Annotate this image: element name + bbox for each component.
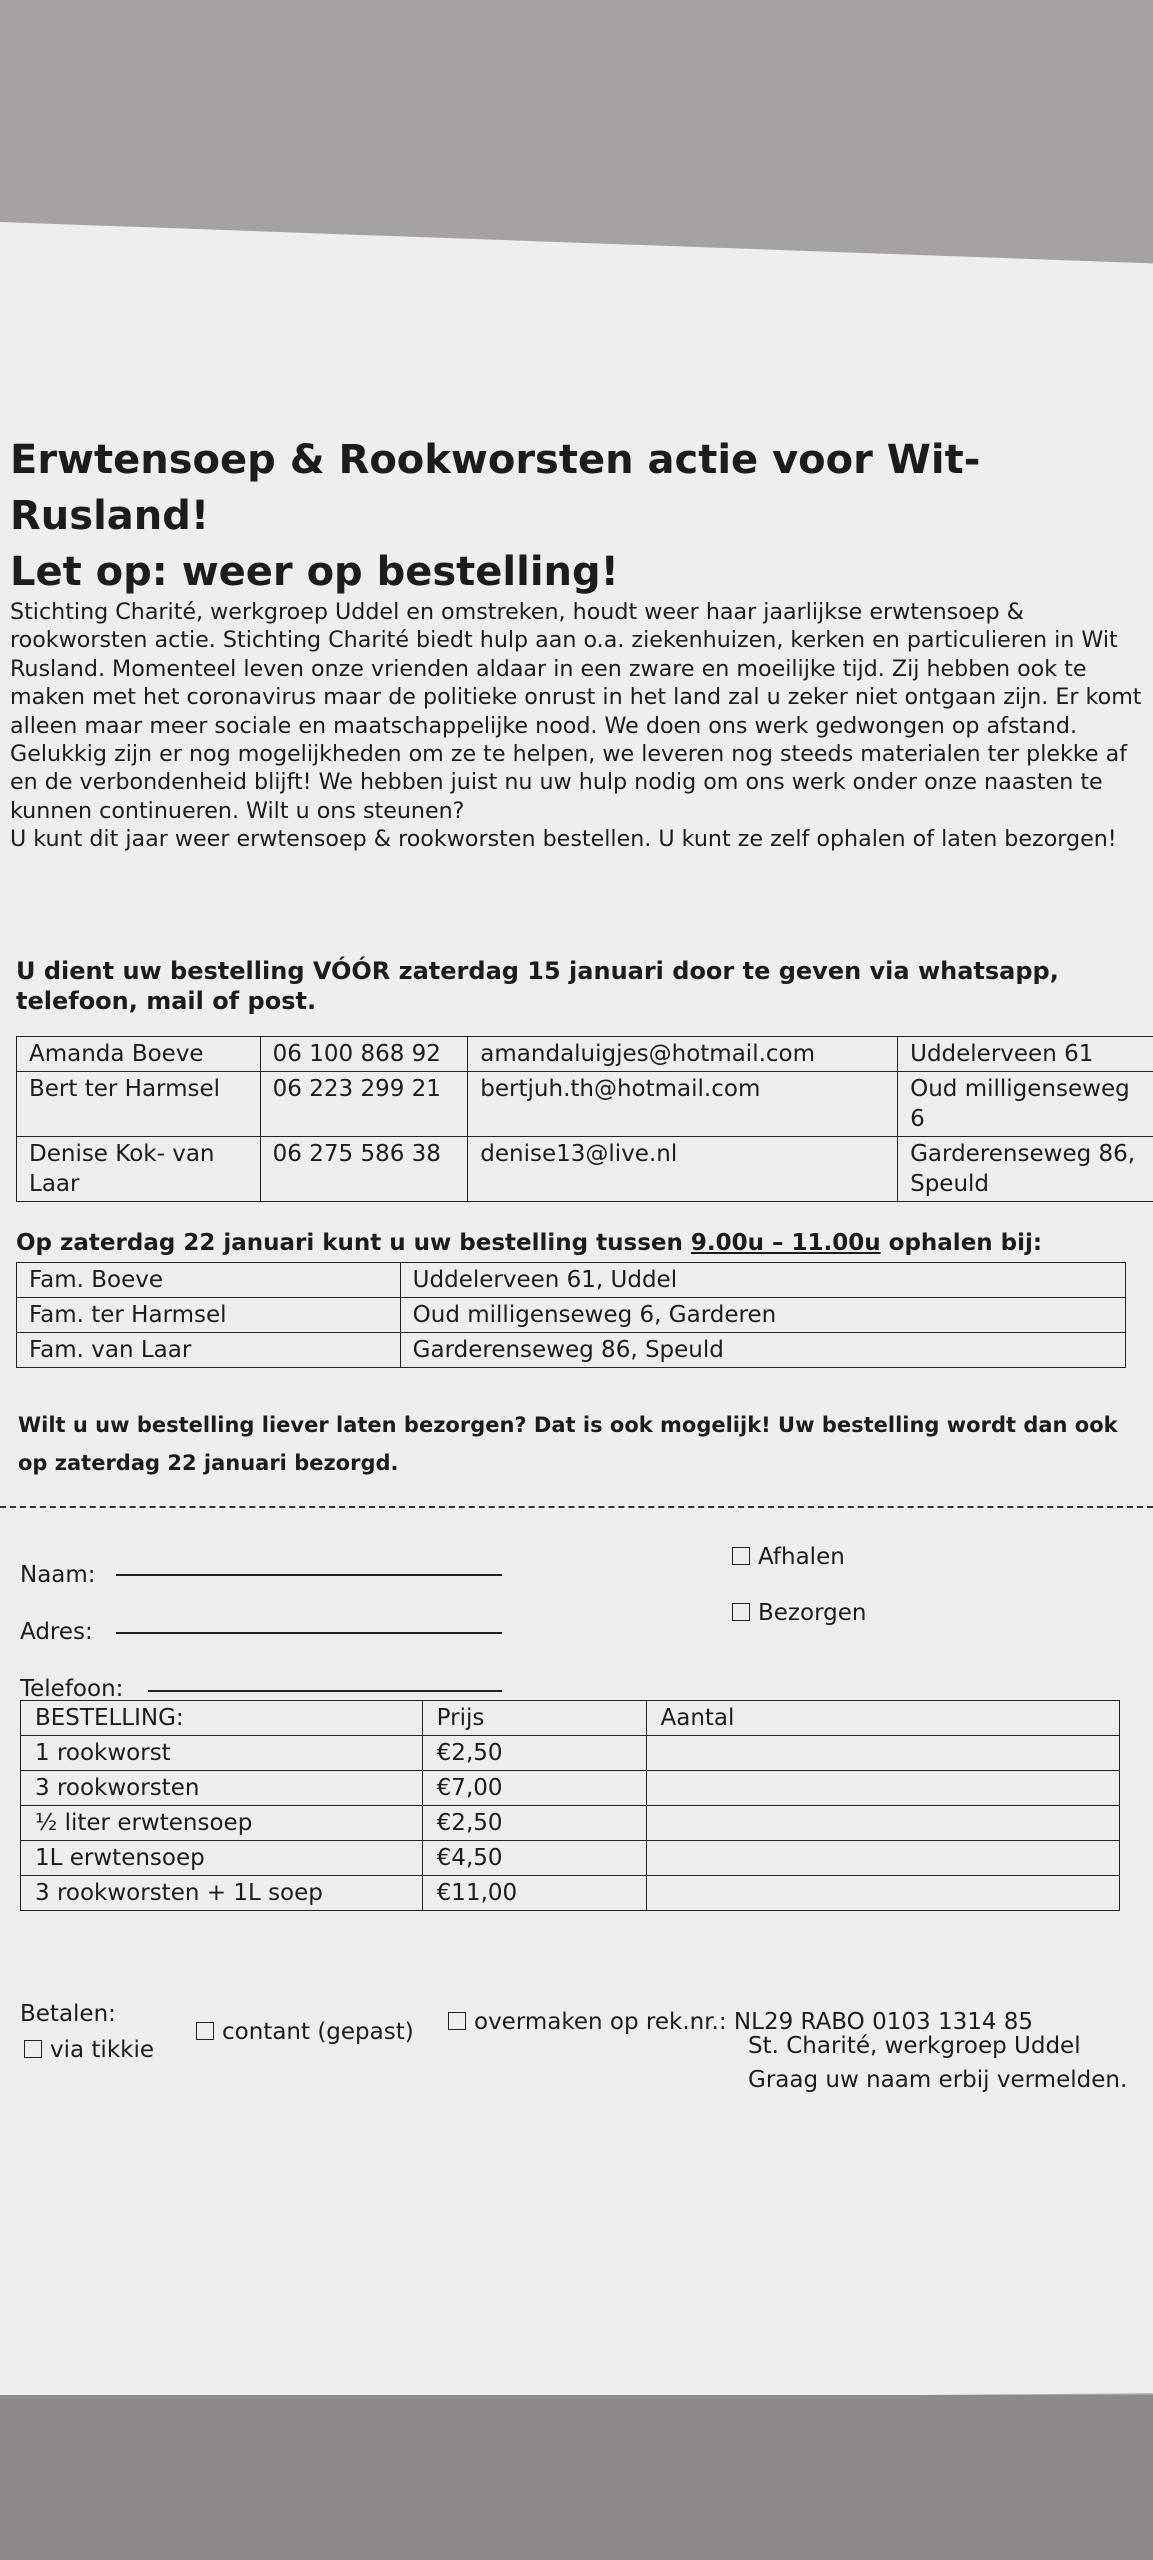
delivery-checkbox[interactable] [732,1603,750,1621]
table-row [21,1876,1120,1911]
address-field[interactable] [116,1632,502,1634]
order-header-amount: Aantal [646,1701,1120,1736]
table-row [21,1841,1120,1876]
intro-text: Stichting Charité, werkgroep Uddel en omstreken, houdt weer haar jaarlijkse erwtensoep & rookworsten actie. Stichting Charité biedt hulp aan o.a. ziekenhuizen, kerken en particulieren in Wit Rusland. Momenteel leven onze vrienden aldaar in een zware en moeilijke tijd. Zij hebben ook te maken met het coronavirus maar de politieke onrust in het land zal u zeker niet ontgaan zijn. Er komt alleen maar meer sociale en maatschappelijke nood. We doen ons werk gedwongen op afstand. Gelukkig zijn er nog mogelijkheden om ze te helpen, we leveren nog steeds materialen ter plekke af en de verbondenheid blijft! We hebben juist nu uw hulp nodig om ons werk onder onze naasten te kunnen continueren. Wilt u ons steunen? U kunt dit jaar weer erwtensoep & rookworsten bestellen. U kunt ze zelf ophalen of laten bezorgen! [10,599,1142,853]
contact-address: Uddelerveen 61 [898,1037,1153,1072]
payment-option-tikkie[interactable]: via tikkie [24,2034,154,2066]
pickup-family: Fam. ter Harmsel [17,1298,401,1333]
contact-address: Garderenseweg 86, Speuld [898,1137,1153,1202]
order-price: €2,50 [422,1806,646,1841]
contact-email: denise13@live.nl [468,1137,898,1202]
account-name: St. Charité, werkgroep Uddel [748,2033,1081,2059]
table-row [17,1263,1126,1298]
order-table [20,1700,1120,1911]
pickup-option[interactable]: Afhalen [732,1542,845,1572]
name-field[interactable] [116,1574,502,1576]
pickup-family: Fam. van Laar [17,1333,401,1368]
table-row [17,1137,1153,1202]
order-amount-cell[interactable] [646,1876,1120,1911]
name-label: Naam: [20,1562,96,1588]
order-amount-cell[interactable] [646,1736,1120,1771]
order-amount-cell[interactable] [646,1806,1120,1841]
contact-address: Oud milligenseweg 6 [898,1072,1153,1137]
table-row [21,1771,1120,1806]
order-price: €11,00 [422,1876,646,1911]
contact-email: amandaluigjes@hotmail.com [468,1037,898,1072]
pickup-family: Fam. Boeve [17,1263,401,1298]
payment-option-cash[interactable]: contant (gepast) [196,2016,414,2048]
order-header-price: Prijs [422,1701,646,1736]
tikkie-checkbox[interactable] [24,2040,42,2058]
delivery-option[interactable]: Bezorgen [732,1598,866,1628]
phone-field[interactable] [148,1690,502,1692]
pickup-address: Oud milligenseweg 6, Garderen [400,1298,1125,1333]
table-surface [0,2395,1153,2560]
contact-phone: 06 100 868 92 [260,1037,468,1072]
transfer-checkbox[interactable] [448,2012,466,2030]
table-row [17,1333,1126,1368]
pickup-heading: Op zaterdag 22 januari kunt u uw bestelling tussen 9.00u – 11.00u ophalen bij: [16,1230,1043,1256]
order-item: 1 rookworst [21,1736,423,1771]
order-price: €7,00 [422,1771,646,1806]
order-deadline-heading: U dient uw bestelling VÓÓR zaterdag 15 januari door te geven via whatsapp, telefoon, mail of post. [16,957,1059,1015]
payment-note: Graag uw naam erbij vermelden. [748,2067,1128,2093]
delivery-note: Wilt u uw bestelling liever laten bezorgen? Dat is ook mogelijk! Uw bestelling wordt dan ook op zaterdag 22 januari bezorgd. [18,1413,1118,1475]
contact-phone: 06 275 586 38 [260,1137,468,1202]
contact-email: bertjuh.th@hotmail.com [468,1072,898,1137]
table-row [17,1072,1153,1137]
order-price: €2,50 [422,1736,646,1771]
table-row [21,1701,1120,1736]
order-item: 3 rookworsten + 1L soep [21,1876,423,1911]
pickup-address: Uddelerveen 61, Uddel [400,1263,1125,1298]
contact-name: Bert ter Harmsel [17,1072,261,1137]
payment-label: Betalen: [20,2001,116,2027]
table-row [17,1298,1126,1333]
order-header-item: BESTELLING: [21,1701,423,1736]
order-price: €4,50 [422,1841,646,1876]
pickup-checkbox[interactable] [732,1547,750,1565]
address-label: Adres: [20,1619,93,1645]
phone-label: Telefoon: [20,1676,124,1702]
cut-line [0,1506,1153,1508]
contact-name: Amanda Boeve [17,1037,261,1072]
pickup-table [16,1262,1126,1368]
order-item: ½ liter erwtensoep [21,1806,423,1841]
pickup-address: Garderenseweg 86, Speuld [400,1333,1125,1368]
order-amount-cell[interactable] [646,1841,1120,1876]
payment-option-transfer[interactable]: overmaken op rek.nr.: NL29 RABO 0103 1314 85 [448,2006,1033,2038]
page-title: Erwtensoep & Rookworsten actie voor Wit-Rusland! Let op: weer op bestelling! [10,437,981,595]
order-item: 3 rookworsten [21,1771,423,1806]
table-row [21,1736,1120,1771]
cash-checkbox[interactable] [196,2022,214,2040]
contact-name: Denise Kok- van Laar [17,1137,261,1202]
table-row [17,1037,1153,1072]
table-row [21,1806,1120,1841]
order-item: 1L erwtensoep [21,1841,423,1876]
contacts-table [16,1036,1153,1202]
order-amount-cell[interactable] [646,1771,1120,1806]
contact-phone: 06 223 299 21 [260,1072,468,1137]
